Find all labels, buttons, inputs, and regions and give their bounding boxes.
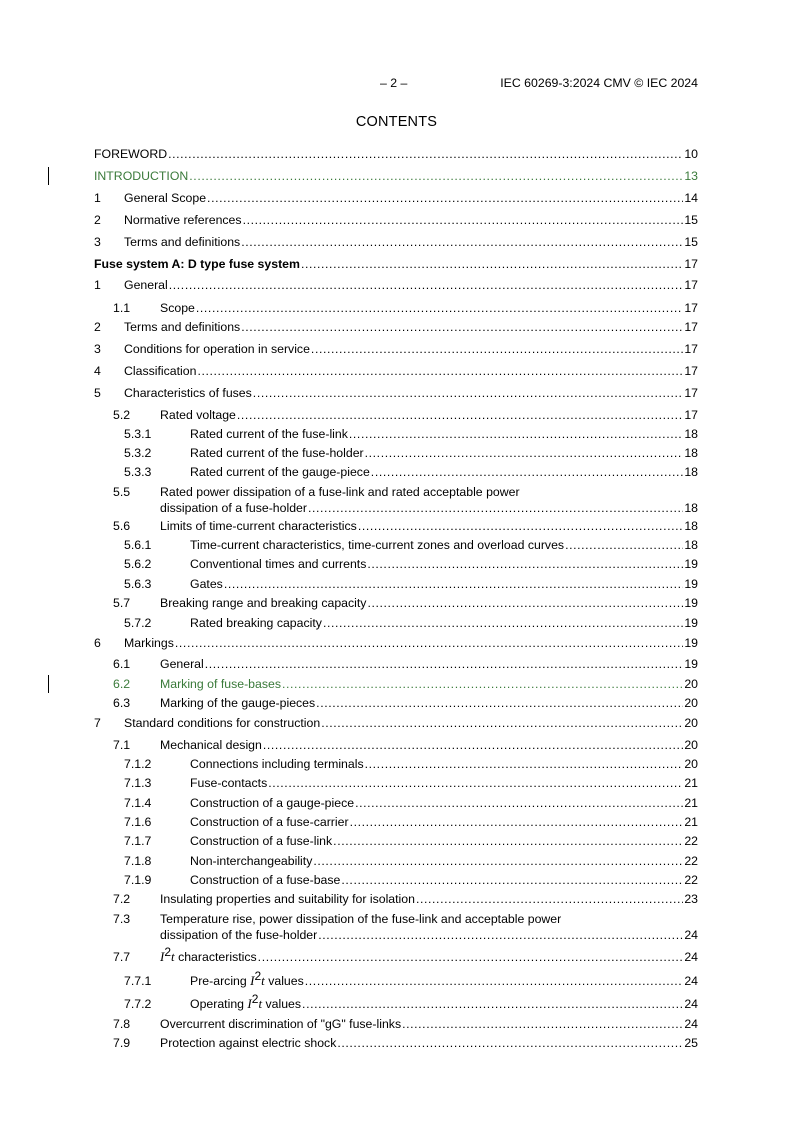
change-bar — [48, 167, 49, 185]
toc-entry[interactable]: 1 General ..... 17 — [94, 276, 698, 294]
toc-entry[interactable]: 6.3 Marking of the gauge-pieces ..... 20 — [94, 694, 698, 712]
toc-entry[interactable]: 5.6.3 Gates ..... 19 — [94, 575, 698, 593]
toc-entry[interactable]: 7.7.2 Operating $I^2t$ values ..... 24 — [94, 995, 698, 1013]
toc-entry[interactable]: 7.1.6 Construction of a fuse-carrier ..... 21 — [94, 813, 698, 831]
contents-title: CONTENTS — [355, 114, 438, 130]
toc-entry[interactable]: 7.1.2 Connections including terminals ..... 20 — [94, 755, 698, 773]
toc-entry[interactable]: 5.6.2 Conventional times and currents ..... 19 — [94, 555, 698, 573]
toc-entry[interactable]: 6.1 General ..... 19 — [94, 655, 698, 673]
toc-entry[interactable]: 2 Terms and definitions ..... 17 — [94, 318, 698, 336]
toc-entry[interactable]: 7 Standard conditions for construction ..... 20 — [94, 714, 698, 732]
toc-entry-foreword[interactable]: FOREWORD ..... 10 — [94, 145, 698, 163]
toc-entry[interactable]: 7.9 Protection against electric shock ..... 25 — [94, 1034, 698, 1052]
page-header — [380, 76, 698, 92]
toc-entry[interactable]: 7.2 Insulating properties and suitability for isolation ..... 23 — [94, 890, 698, 908]
toc-entry[interactable]: 4 Classification ..... 17 — [94, 362, 698, 380]
change-bar — [48, 675, 49, 693]
toc-entry[interactable]: 7.1.7 Construction of a fuse-link ..... 22 — [94, 832, 698, 850]
standard-reference: IEC 60269-3:2024 CMV © IEC 2024 — [500, 76, 698, 90]
i-squared-t-symbol: I — [247, 996, 252, 1011]
toc-entry[interactable]: 5 Characteristics of fuses ..... 17 — [94, 384, 698, 402]
toc-entry[interactable]: 7.7.1 Pre-arcing $I^2t$ values ..... 24 — [94, 972, 698, 990]
toc-entry[interactable]: 7.1.9 Construction of a fuse-base ..... 22 — [94, 871, 698, 889]
i-squared-t-symbol: I — [250, 973, 255, 988]
toc-entry[interactable]: 1.1 Scope ..... 17 — [94, 299, 698, 317]
toc-entry-introduction[interactable]: INTRODUCTION ..... 13 — [94, 167, 698, 185]
toc-entry[interactable]: 1 General Scope ..... 14 — [94, 189, 698, 207]
toc-entry[interactable]: 7.1.8 Non-interchangeability ..... 22 — [94, 852, 698, 870]
toc-entry[interactable]: 5.2 Rated voltage ..... 17 — [94, 406, 698, 424]
toc-entry[interactable]: 6.2 Marking of fuse-bases ..... 20 — [94, 675, 698, 693]
toc-entry[interactable]: 5.5 Rated power dissipation of a fuse-link and rated acceptable power dissipation of a fuse-holder ..... 18 — [94, 483, 698, 517]
toc-entry[interactable]: 5.7 Breaking range and breaking capacity ..... 19 — [94, 594, 698, 612]
toc-entry[interactable]: 7.1.3 Fuse-contacts ..... 21 — [94, 774, 698, 792]
toc-entry[interactable]: 2 Normative references ..... 15 — [94, 211, 698, 229]
toc-entry[interactable]: 7.8 Overcurrent discrimination of "gG" fuse-links ..... 24 — [94, 1015, 698, 1033]
toc-entry[interactable]: 5.6 Limits of time-current characteristics ..... 18 — [94, 517, 698, 535]
toc-entry[interactable]: 7.3 Temperature rise, power dissipation of the fuse-link and acceptable power dissipation of the fuse-holder ..... 24 — [94, 910, 698, 944]
toc-entry-fuse-system-a[interactable]: Fuse system A: D type fuse system ..... 17 — [94, 255, 698, 273]
toc-entry[interactable]: 7.7 $I^2t$ characteristics ..... 24 — [94, 948, 698, 966]
toc-entry[interactable]: 5.3.1 Rated current of the fuse-link ..... 18 — [94, 425, 698, 443]
toc-entry[interactable]: 6 Markings ..... 19 — [94, 634, 698, 652]
page-number: – 2 – — [380, 76, 408, 90]
toc-entry[interactable]: 3 Terms and definitions ..... 15 — [94, 233, 698, 251]
toc-entry[interactable]: 7.1.4 Construction of a gauge-piece ..... 21 — [94, 794, 698, 812]
i-squared-t-symbol: I — [160, 949, 165, 964]
toc-entry[interactable]: 5.3.3 Rated current of the gauge-piece ..... 18 — [94, 463, 698, 481]
toc-entry[interactable]: 5.6.1 Time-current characteristics, time-current zones and overload curves ..... 18 — [94, 536, 698, 554]
toc-entry[interactable]: 3 Conditions for operation in service ..... 17 — [94, 340, 698, 358]
toc-entry[interactable]: 5.7.2 Rated breaking capacity ..... 19 — [94, 614, 698, 632]
toc-entry[interactable]: 5.3.2 Rated current of the fuse-holder ..... 18 — [94, 444, 698, 462]
toc-entry[interactable]: 7.1 Mechanical design ..... 20 — [94, 736, 698, 754]
